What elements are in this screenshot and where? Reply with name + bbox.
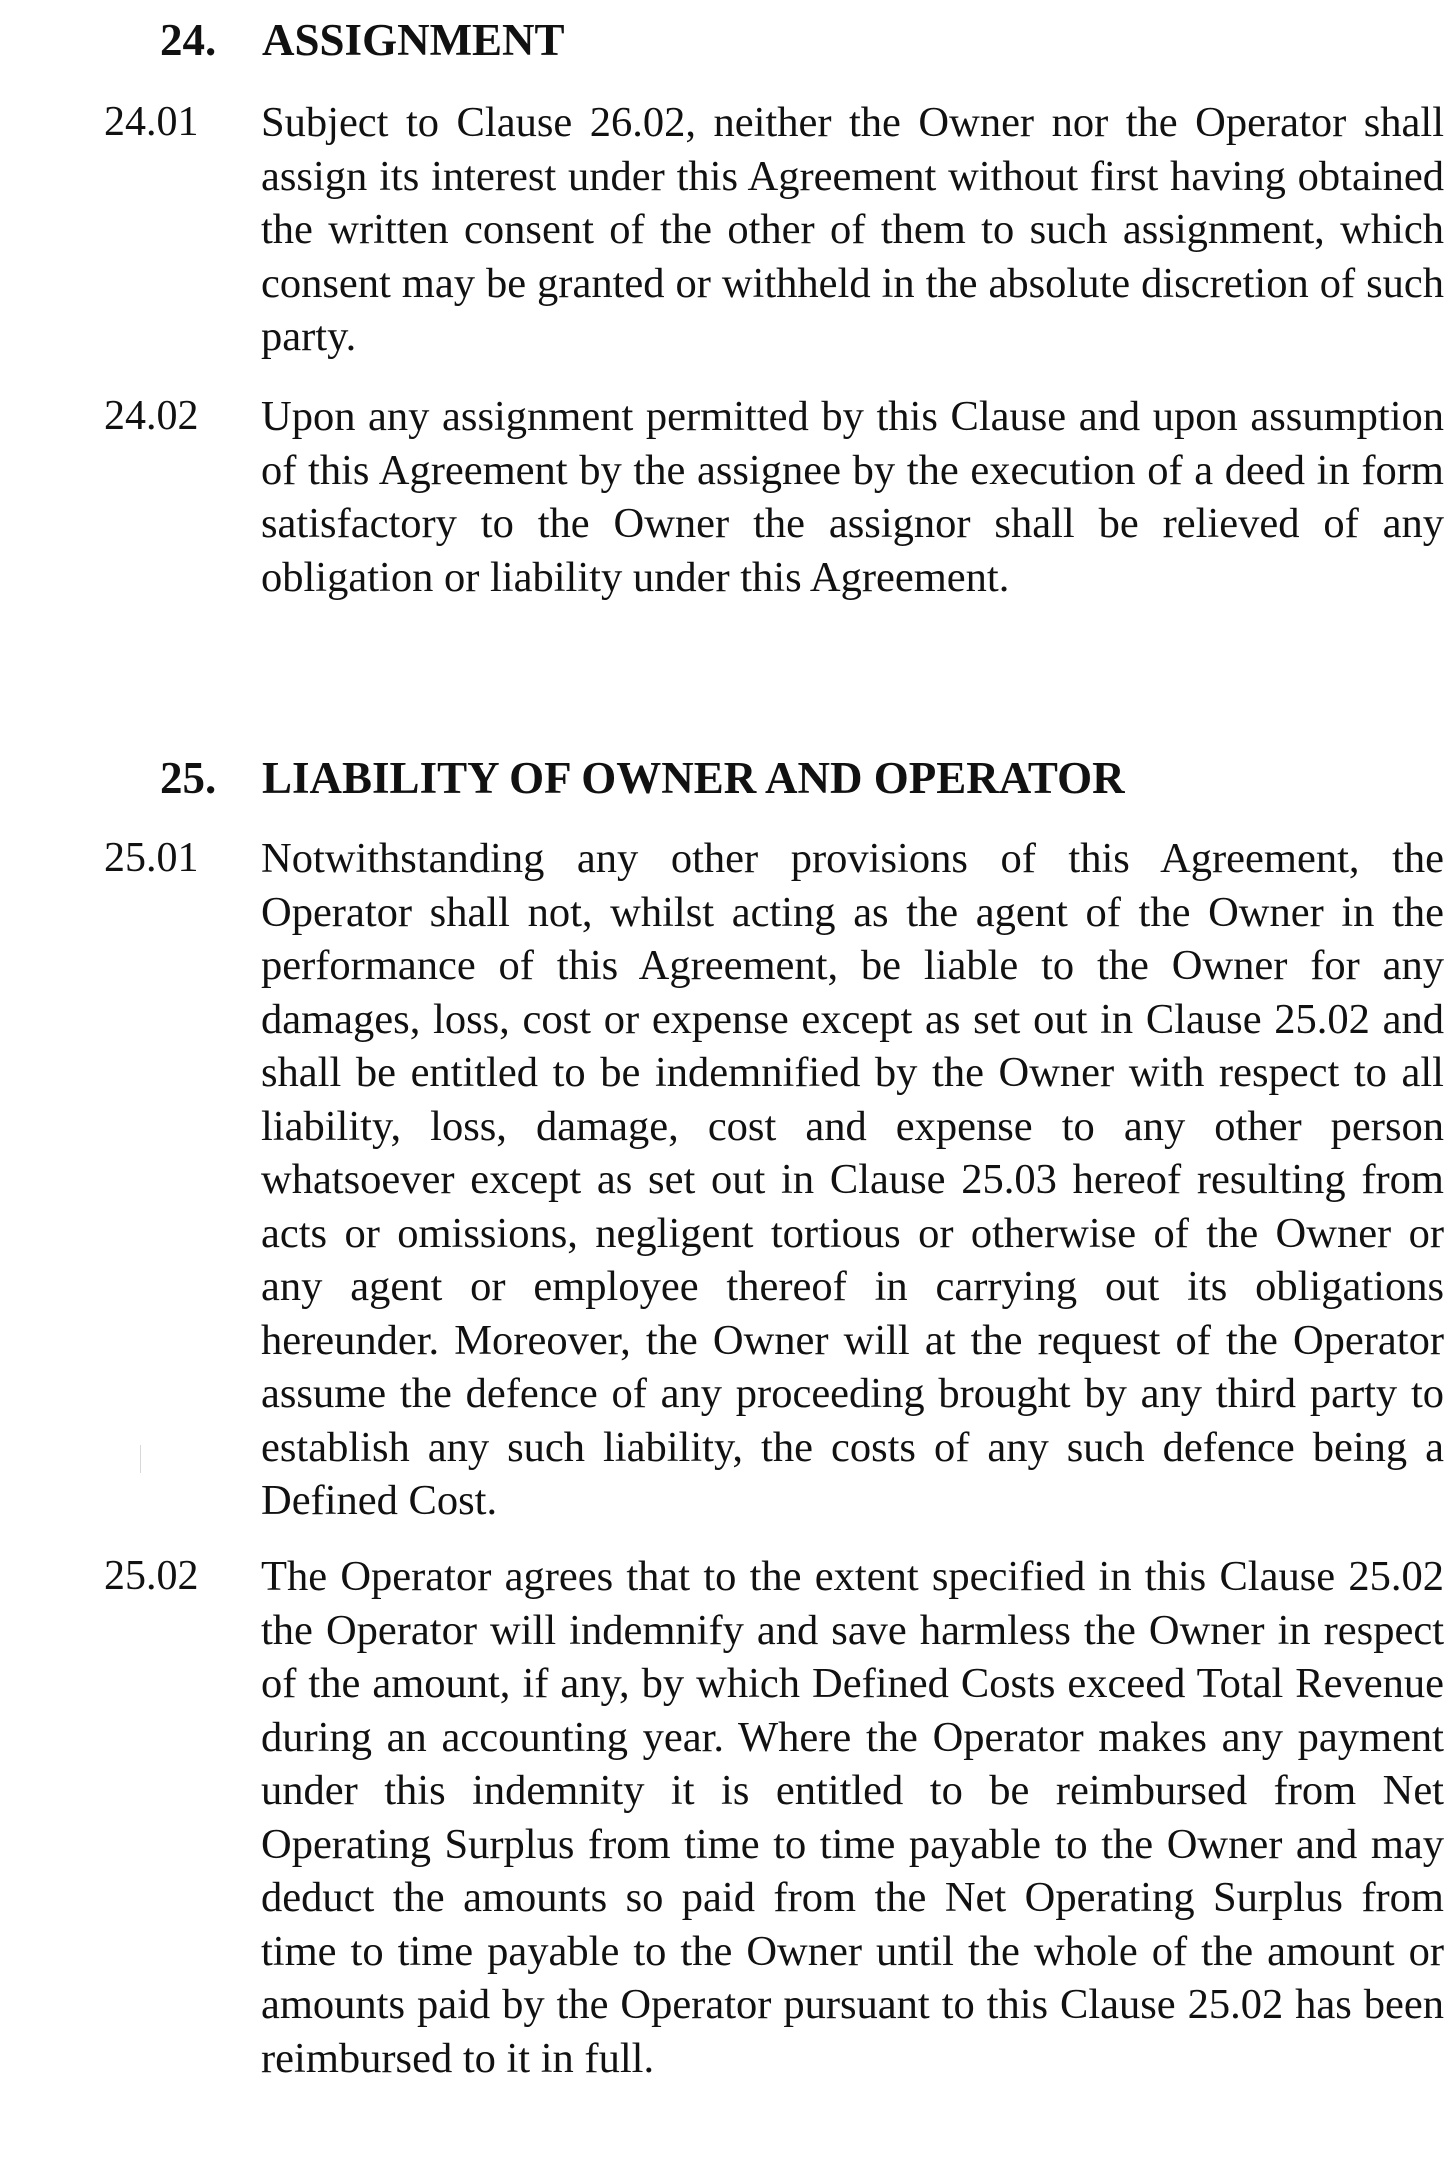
section-title: LIABILITY OF OWNER AND OPERATOR bbox=[262, 753, 1125, 803]
section-title: ASSIGNMENT bbox=[262, 15, 565, 65]
clause-text: The Operator agrees that to the extent specified in this Clause 25.02 the Operator will indemnify and save harmless the Owner in respect of the amount, if any, by which Defined Costs exceed Total Revenue during an accounting year. Where the Operator makes any payment under this indemnity it is entitled to be reimbursed from Net Operating Surplus from time to time payable to the Owner and may deduct the amounts so paid from the Net Operating Surplus from time to time payable to the Owner until the whole of the amount or amounts paid by the Operator pursuant to this Clause 25.02 has been reimbursed to it in full. bbox=[261, 1553, 1444, 2082]
scan-mark bbox=[140, 1445, 141, 1473]
clause-text: Subject to Clause 26.02, neither the Owner nor the Operator shall assign its interest under this Agreement without first having obtained the written consent of the other of them to such assignment, which consent may be granted or withheld in the absolute discretion of such party. bbox=[261, 99, 1444, 360]
section-heading-24 bbox=[160, 14, 565, 66]
clause-text: Upon any assignment permitted by this Clause and upon assumption of this Agreement by the assignee by the execution of a deed in form satisfactory to the Owner the assignor shall be relieved of any obligation or liability under this Agreement. bbox=[261, 393, 1444, 601]
clause-number: 24.02 bbox=[104, 393, 199, 439]
section-number: 24. bbox=[160, 15, 217, 65]
clause-number: 24.01 bbox=[104, 99, 199, 145]
clause-25-02 bbox=[104, 1550, 1444, 2085]
clause-25-01 bbox=[104, 832, 1444, 1528]
clause-24-01 bbox=[104, 96, 1444, 364]
clause-24-02 bbox=[104, 390, 1444, 604]
clause-number: 25.02 bbox=[104, 1553, 199, 1599]
section-heading-25 bbox=[160, 752, 1125, 804]
clause-text: Notwithstanding any other provisions of this Agreement, the Operator shall not, whilst acting as the agent of the Owner in the performance of this Agreement, be liable to the Owner for any damages, loss, cost or expense except as set out in Clause 25.02 and shall be entitled to be indemnified by the Owner with respect to all liability, loss, damage, cost and expense to any other person whatsoever except as set out in Clause 25.03 hereof resulting from acts or omissions, negligent tortious or otherwise of the Owner or any agent or employee thereof in carrying out its obligations hereunder. Moreover, the Owner will at the request of the Operator assume the defence of any proceeding brought by any third party to establish any such liability, the costs of any such defence being a Defined Cost. bbox=[261, 835, 1444, 1524]
section-number: 25. bbox=[160, 753, 217, 803]
clause-number: 25.01 bbox=[104, 835, 199, 881]
